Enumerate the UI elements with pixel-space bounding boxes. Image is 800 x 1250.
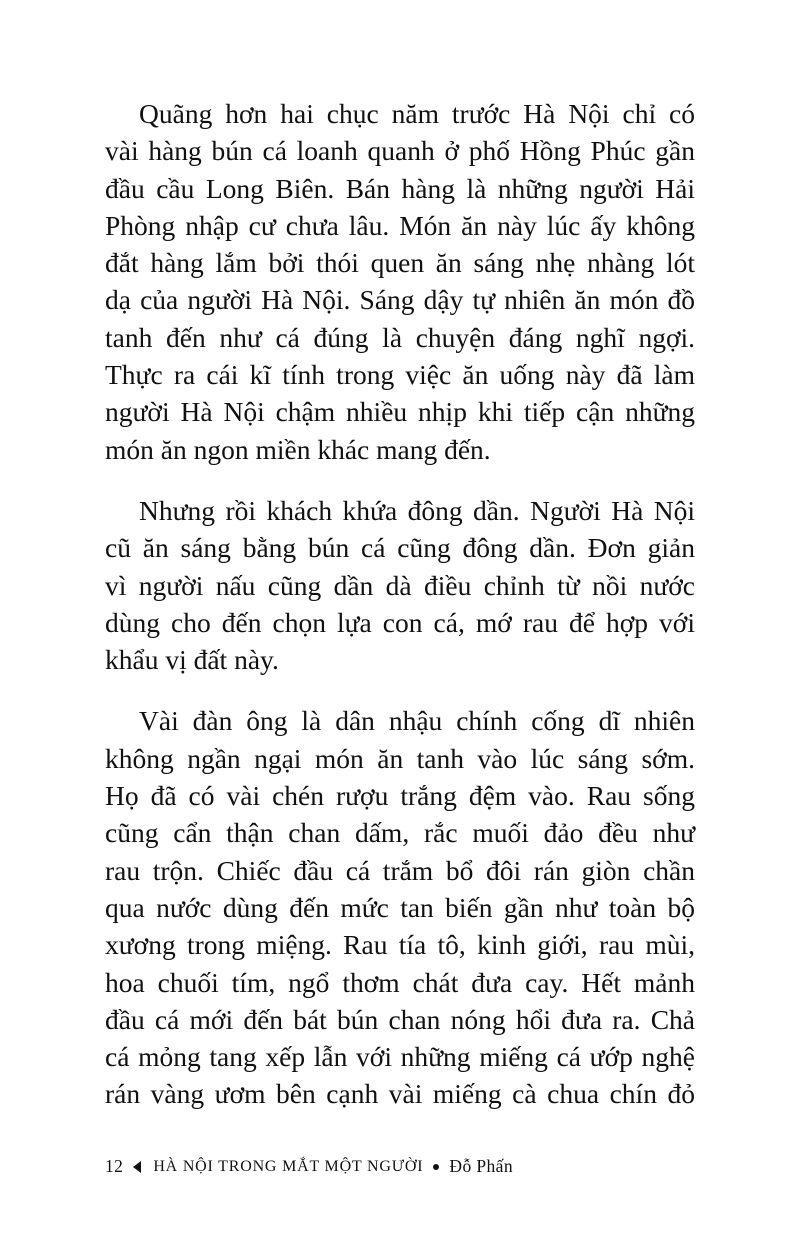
text-line: đầu cá mới đến bát bún chan nóng hổi đưa ra. Chả — [105, 1003, 695, 1035]
page-footer — [105, 1156, 513, 1177]
text-line: vài hàng bún cá loanh quanh ở phố Hồng Phúc gần — [105, 135, 695, 167]
paragraph-3 — [105, 702, 695, 1112]
text-line: qua nước dùng đến mức tan biến gần như toàn bộ — [105, 891, 695, 923]
text-line: cũ ăn sáng bằng bún cá cũng đông dần. Đơn giản — [105, 532, 695, 564]
text-line: đắt hàng lắm bởi thói quen ăn sáng nhẹ nhàng lót — [105, 247, 695, 279]
text-line: đầu cầu Long Biên. Bán hàng là những người Hải — [105, 172, 695, 204]
text-line: dùng cho đến chọn lựa con cá, mớ rau để hợp với — [105, 606, 695, 638]
text-line: Nhưng rồi khách khứa đông dần. Người Hà Nội — [139, 494, 695, 526]
text-line: Quãng hơn hai chục năm trước Hà Nội chỉ có — [139, 98, 695, 129]
book-title: HÀ NỘI TRONG MẮT MỘT NGƯỜI — [153, 1157, 424, 1175]
text-line: rán vàng ươm bên cạnh vài miếng cà chua chín đỏ — [105, 1078, 695, 1110]
text-line: Họ đã có vài chén rượu trắng đệm vào. Rau sống — [105, 780, 695, 812]
text-line: món ăn ngon miền khác mang đến. — [105, 433, 491, 465]
page-body — [105, 95, 695, 1137]
text-line: vì người nấu cũng dần dà điều chỉnh từ nồi nước — [105, 569, 695, 601]
text-line: Thực ra cái kĩ tính trong việc ăn uống này đã làm — [105, 359, 695, 391]
text-line: hoa chuối tím, ngổ thơm chát đưa cay. Hết mảnh — [105, 966, 695, 998]
text-line: cá mỏng tang xếp lẫn với những miếng cá ướp nghệ — [105, 1041, 695, 1073]
page-number: 12 — [105, 1156, 124, 1176]
text-line: rau trộn. Chiếc đầu cá trắm bổ đôi rán giòn chần — [105, 854, 695, 886]
arrow-left-icon — [133, 1161, 141, 1173]
text-line: khẩu vị đất này. — [105, 644, 279, 676]
text-line: cũng cẩn thận chan dấm, rắc muối đảo đều như — [105, 817, 695, 849]
text-line: không ngần ngại món ăn tanh vào lúc sáng sớm. — [105, 742, 695, 774]
bullet-icon — [433, 1164, 439, 1170]
text-line: tanh đến như cá đúng là chuyện đáng nghĩ ngợi. — [105, 321, 695, 353]
text-line: dạ của người Hà Nội. Sáng dậy tự nhiên ăn món đồ — [105, 284, 695, 316]
text-line: Vài đàn ông là dân nhậu chính cống dĩ nhiên — [139, 705, 695, 737]
paragraph-1 — [105, 95, 695, 468]
text-line: người Hà Nội chậm nhiều nhịp khi tiếp cận những — [105, 396, 695, 428]
paragraph-2 — [105, 492, 695, 678]
text-line: Phòng nhập cư chưa lâu. Món ăn này lúc ấy không — [105, 209, 695, 241]
author-name: Đỗ Phấn — [449, 1156, 513, 1176]
text-line: xương trong miệng. Rau tía tô, kinh giới, rau mùi, — [105, 929, 695, 961]
